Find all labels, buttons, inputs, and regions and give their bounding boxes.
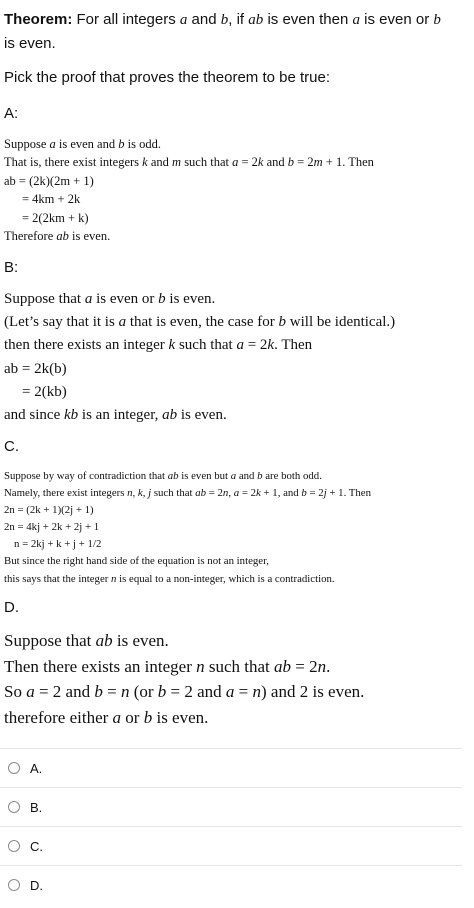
proof-c-line-5: n = 2kj + k + j + 1/2: [14, 538, 102, 551]
radio-button-a[interactable]: [8, 762, 20, 774]
proof-a-line-1: Suppose a is even and b is odd.: [4, 137, 161, 151]
choice-b-label: B.: [30, 799, 43, 815]
radio-button-c[interactable]: [8, 840, 20, 852]
choice-b[interactable]: [0, 787, 462, 826]
proof-d-line-1: Suppose that ab is even.: [4, 631, 169, 650]
choice-d[interactable]: [0, 865, 462, 904]
proof-c: [4, 468, 470, 588]
proof-a-line-5: = 2(2km + k): [22, 210, 89, 225]
proof-b-line-3: then there exists an integer k such that a = 2k. Then: [4, 337, 313, 354]
theorem-label: Theorem:: [4, 11, 73, 28]
proof-c-line-7: this says that the integer n is equal to a non-integer, which is a contradiction.: [4, 572, 335, 585]
proof-c-line-4: 2n = 4kj + 2k + 2j + 1: [4, 521, 100, 534]
choice-a[interactable]: [0, 748, 462, 787]
proof-c-line-3: 2n = (2k + 1)(2j + 1): [4, 504, 94, 517]
choice-a-label: A.: [30, 760, 43, 776]
choice-c-label: C.: [30, 838, 43, 854]
proof-a: [4, 135, 470, 245]
choice-d-label: D.: [30, 877, 43, 893]
proof-d-line-3: So a = 2 and b = n (or b = 2 and a = n) and 2 is even.: [4, 682, 365, 702]
option-a-label: A:: [4, 105, 19, 122]
proof-d-line-4: therefore either a or b is even.: [4, 707, 209, 727]
option-b-label: B:: [4, 259, 19, 276]
proof-c-line-6: But since the right hand side of the equation is not an integer,: [4, 555, 269, 568]
proof-c-line-1: Suppose by way of contradiction that ab is even but a and b are both odd.: [4, 470, 322, 482]
proof-d-line-2: Then there exists an integer n such that ab = 2n.: [4, 656, 331, 676]
proof-b-line-1: Suppose that a is even or b is even.: [4, 291, 216, 307]
proof-b-line-6: and since kb is an integer, ab is even.: [4, 407, 227, 424]
option-d-label: D.: [4, 599, 19, 616]
proof-a-line-2: That is, there exist integers k and m such that a = 2k and b = 2m + 1. Then: [4, 155, 374, 170]
proof-b-line-2: (Let’s say that it is a that is even, the case for b will be identical.): [4, 314, 396, 331]
theorem-statement: Theorem: For all integers a and b, if ab is even then a is even or b is even.: [4, 11, 441, 52]
proof-b-line-5: = 2(kb): [22, 383, 67, 400]
question-prompt: Pick the proof that proves the theorem to be true:: [4, 69, 331, 86]
radio-button-d[interactable]: [8, 879, 20, 891]
radio-button-b[interactable]: [8, 801, 20, 813]
proof-c-line-2: Namely, there exist integers n, k, j such that ab = 2n, a = 2k + 1, and b = 2j + 1. Then: [4, 487, 371, 500]
proof-a-line-3: ab = (2k)(2m + 1): [4, 173, 94, 188]
proof-b: [4, 288, 470, 427]
answer-choices: [0, 748, 462, 904]
option-c-label: C.: [4, 438, 19, 455]
proof-b-line-4: ab = 2k(b): [4, 360, 67, 377]
proof-a-line-6: Therefore ab is even.: [4, 229, 111, 244]
proof-d: [4, 628, 470, 730]
proof-a-line-4: = 4km + 2k: [22, 192, 81, 207]
choice-c[interactable]: [0, 826, 462, 865]
